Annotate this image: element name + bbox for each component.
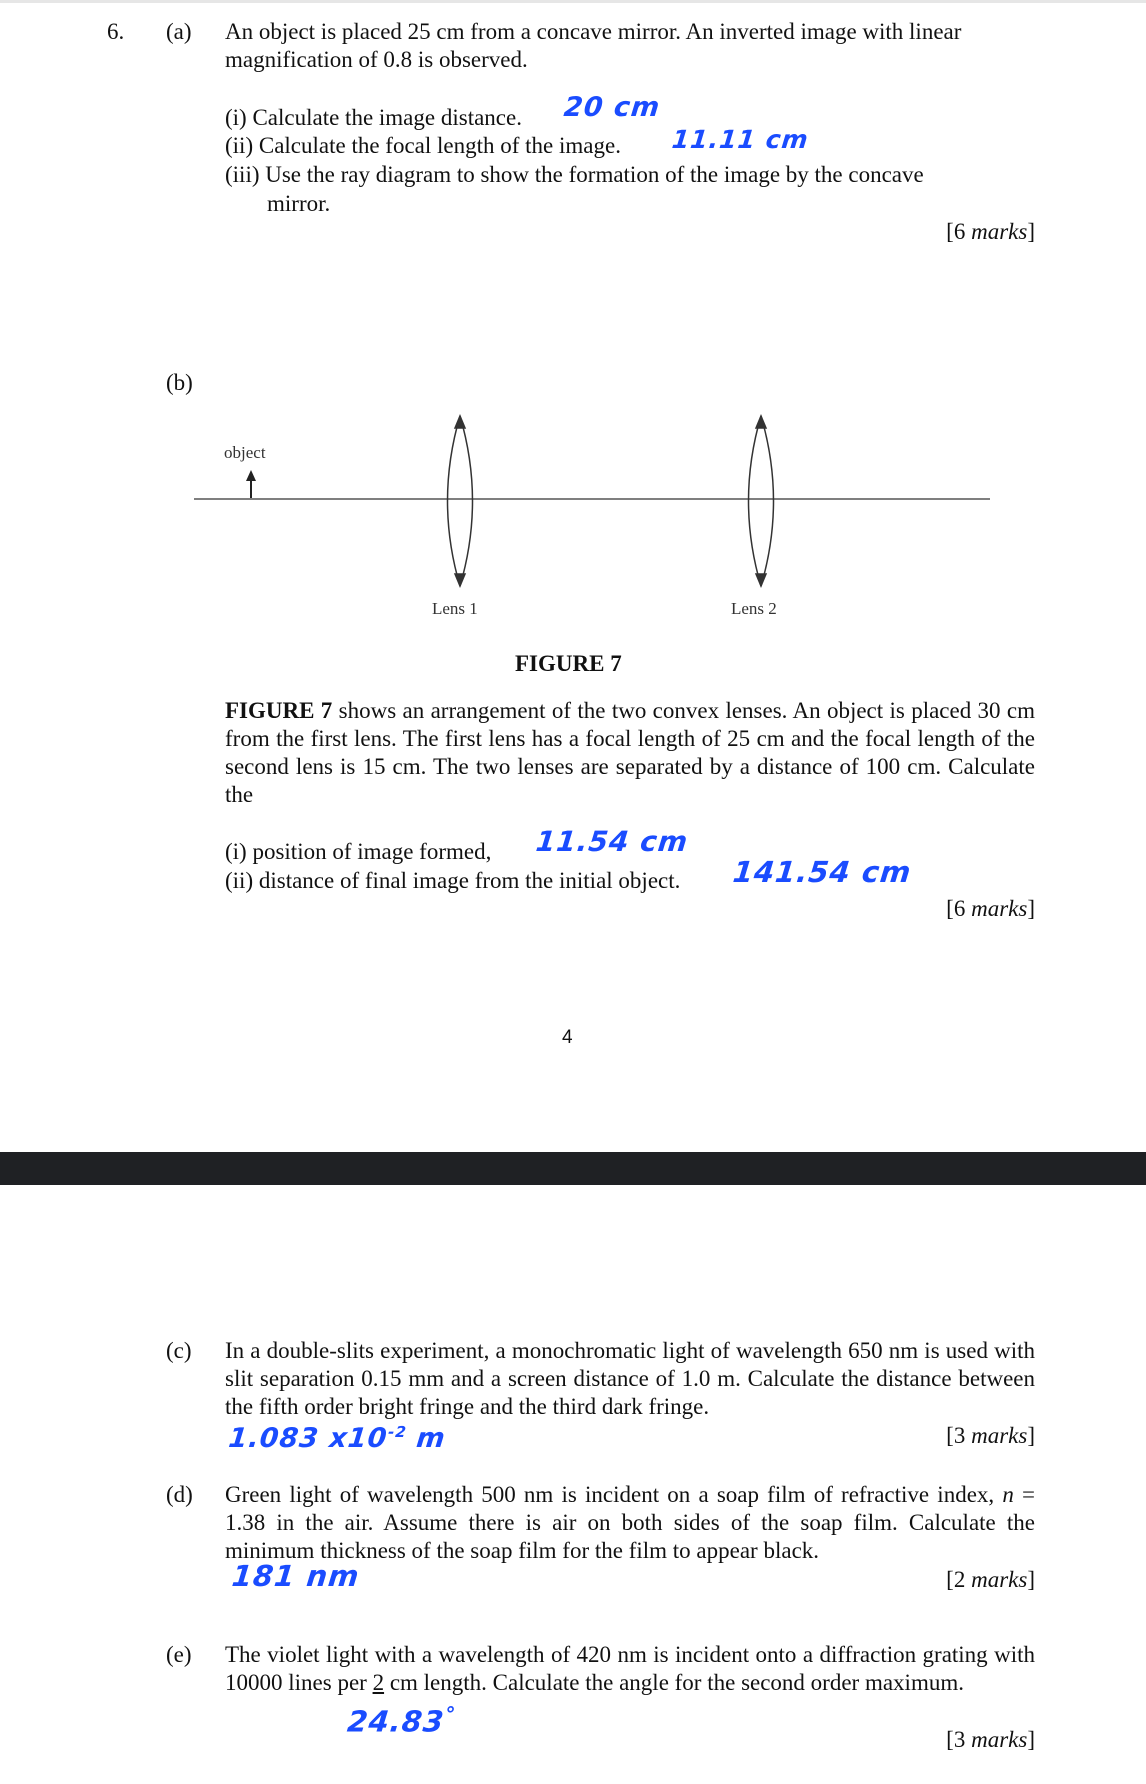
part-b-i-text: (i) position of image formed,: [225, 839, 492, 864]
lens-1: [448, 416, 473, 586]
part-a-i-answer: 20 cm: [562, 92, 662, 123]
part-b-stem: FIGURE 7 shows an arrangement of the two convex lenses. An object is placed 30 cm from the first lens. The first lens has a focal length of 25 cm and the focal length of the second lens is 15 cm. The two lenses are separated by a distance of 100 cm. Calculate the: [225, 698, 1036, 807]
lens-2-label: Lens 2: [731, 599, 777, 618]
part-e-label: (e): [166, 1642, 192, 1667]
question-number: 6.: [107, 19, 125, 44]
page-separator: [0, 1152, 1146, 1185]
object-arrowhead: [246, 470, 256, 481]
part-a-iii-text-cont: mirror.: [267, 191, 331, 216]
lens-1-label: Lens 1: [432, 599, 478, 618]
part-a-stem: An object is placed 25 cm from a concave mirror. An inverted image with linear magnification of 0.8 is observed.: [225, 19, 962, 72]
part-b-marks: [6 marks]: [946, 896, 1035, 921]
part-e-answer: 24.83°: [345, 1702, 458, 1739]
part-a-ii-text: (ii) Calculate the focal length of the image.: [225, 133, 621, 158]
part-c-stem: In a double-slits experiment, a monochromatic light of wavelength 650 nm is used with slit separation 0.15 mm and a screen distance of 1.0 m. Calculate the distance between the fifth order bright fringe and the third dark fringe.: [225, 1338, 1035, 1419]
part-c-answer: 1.083 $x10^{-2}$ m: [227, 1423, 448, 1454]
figure-caption: FIGURE 7: [515, 651, 622, 676]
part-a-i-text: (i) Calculate the image distance.: [225, 105, 522, 130]
part-d-marks: [2 marks]: [946, 1567, 1035, 1592]
part-a-ii-answer: 11.11 cm: [670, 125, 811, 154]
part-d-label: (d): [166, 1482, 193, 1507]
part-c-label: (c): [166, 1338, 192, 1363]
object-label: object: [224, 443, 266, 462]
part-a-marks: [6 marks]: [946, 219, 1035, 244]
part-b-ii-answer: 141.54 cm: [731, 855, 914, 889]
part-b-i-answer: 11.54 cm: [534, 825, 690, 858]
part-a-iii-text: (iii) Use the ray diagram to show the formation of the image by the concave: [225, 162, 924, 187]
figure-7-diagram: [0, 0, 1146, 700]
part-d-answer: 181 nm: [230, 1559, 362, 1593]
part-b-ii-text: (ii) distance of final image from the initial object.: [225, 868, 681, 893]
part-b-label: (b): [166, 370, 193, 395]
lens-2: [749, 416, 774, 586]
part-e-marks: [3 marks]: [946, 1727, 1035, 1752]
part-c-marks: [3 marks]: [946, 1423, 1035, 1448]
part-e-stem: The violet light with a wavelength of 420 nm is incident onto a diffraction grating with 10000 lines per 2 cm length. Calculate the angle for the second order maximum.: [225, 1642, 1035, 1695]
part-a-label: (a): [166, 19, 192, 44]
page-number: 4: [562, 1027, 573, 1048]
part-d-stem: Green light of wavelength 500 nm is incident on a soap film of refractive index, n = 1.38 in the air. Assume there is air on both sides of the soap film. Calculate the minimum thickness of the soap film for the film to appear black.: [225, 1482, 1035, 1563]
